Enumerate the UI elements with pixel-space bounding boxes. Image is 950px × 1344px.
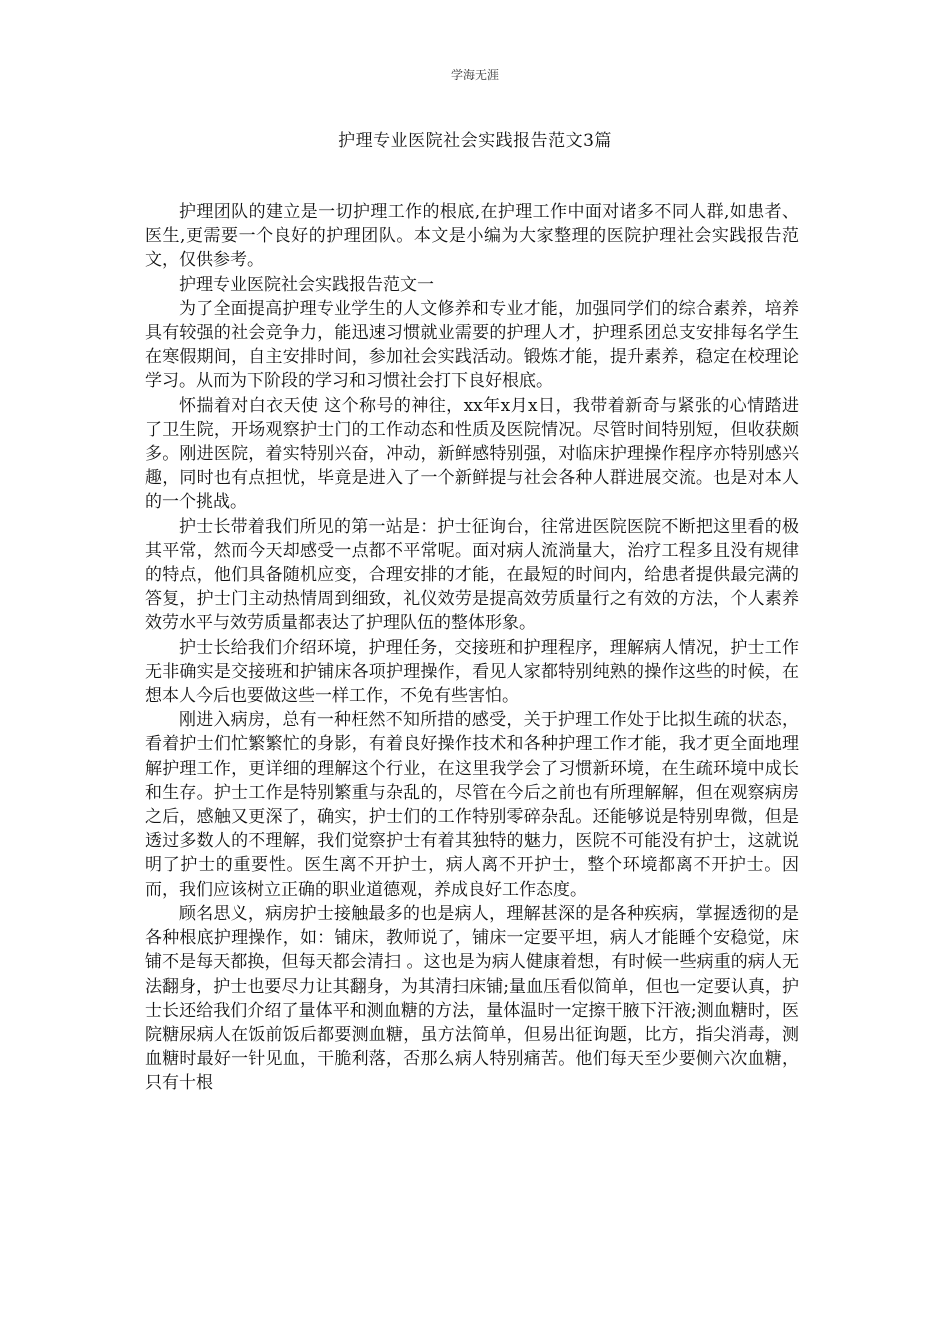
body-paragraph: 刚进入病房，总有一种枉然不知所措的感受，关于护理工作处于比拟生疏的状态，看着护士们忙繁繁忙的身影，有着良好操作技术和各种护理工作才能，我才更全面地理解护理工作，更详细的理解这个行业，在这里我学会了习惯新环境，在生疏环境中成长和生存。护士工作是特别繁重与杂乱的，尽管在今后之前也有所理解解，但在观察病房之后，感触又更深了，确实，护士们的工作特别零碎杂乱。还能够说是特别卑微，但是透过多数人的不理解，我们觉察护士有着其独特的魅力，医院不可能没有护士，这就说明了护士的重要性。医生离不开护士，病人离不开护士，整个环境都离不开护士。因而，我们应该树立正确的职业道德观，养成良好工作态度。 (145, 710, 799, 900)
section-heading: 护理专业医院社会实践报告范文一 (179, 274, 434, 295)
body-paragraph: 为了全面提高护理专业学生的人文修养和专业才能，加强同学们的综合素养，培养具有较强的社会竞争力，能迅速习惯就业需要的护理人才，护理系团总支安排每名学生在寒假期间，自主安排时间，参加社会实践活动。锻炼才能，提升素养，稳定在校理论学习。从而为下阶段的学习和习惯社会打下良好根底。 (145, 298, 799, 392)
body-paragraph: 护士长给我们介绍环境，护理任务，交接班和护理程序，理解病人情况，护士工作无非确实是交接班和护铺床各项护理操作，看见人家都特别纯熟的操作这些的时候，在想本人今后也要做这些一样工作，不免有些害怕。 (145, 637, 799, 707)
intro-paragraph: 护理团队的建立是一切护理工作的根底,在护理工作中面对诸多不同人群,如患者、医生,更需要一个良好的护理团队。本文是小编为大家整理的医院护理社会实践报告范文，仅供参考。 (145, 202, 799, 271)
body-paragraph: 怀揣着对白衣天使 这个称号的神往，xx年x月x日，我带着新奇与紧张的心情踏进了卫生院，开场观察护士门的工作动态和性质及医院情况。尽管时间特别短，但收获颇多。刚进医院，着实特别兴奋，冲动，新鲜感特别强，对临床护理操作程序亦特别感兴趣，同时也有点担忧，毕竟是进入了一个新鲜提与社会各种人群进展交流。也是对本人的一个挑战。 (145, 395, 799, 513)
body-paragraph: 顾名思义，病房护士接触最多的也是病人，理解甚深的是各种疾病，掌握透彻的是各种根底护理操作，如：铺床，教师说了，铺床一定要平坦，病人才能睡个安稳觉，床铺不是每天都换，但每天都会清扫 。这也是为病人健康着想，有时候一些病重的病人无法翻身，护士也要尽力让其翻身，为其清扫床铺;量血压看似简单，但也一定要认真，护士长还给我们介绍了量体平和测血糖的方法，量体温时一定擦干腋下汗液;测血糖时，医院糖尿病人在饭前饭后都要测血糖，虽方法简单，但易出征询题，比方，指尖消毒，测血糖时最好一针见血，干脆利落，否那么病人特别痛苦。他们每天至少要侧六次血糖，只有十根 (145, 903, 799, 1094)
document-body (145, 200, 799, 1096)
document-title: 护理专业医院社会实践报告范文3篇 (338, 131, 612, 151)
body-paragraph: 护士长带着我们所见的第一站是：护士征询台，往常进医院医院不断把这里看的极其平常，然而今天却感受一点都不平常呢。面对病人流淌量大，治疗工程多且没有规律的特点，他们具备随机应变，合理安排的才能，在最短的时间内，给患者提供最完满的答复，护士门主动热情周到细致，礼仪效劳是提高效劳质量行之有效的方法，个人素养效劳水平与效劳质量都表达了护理队伍的整体形象。 (145, 516, 799, 634)
page-header: 学海无涯 (450, 68, 499, 82)
